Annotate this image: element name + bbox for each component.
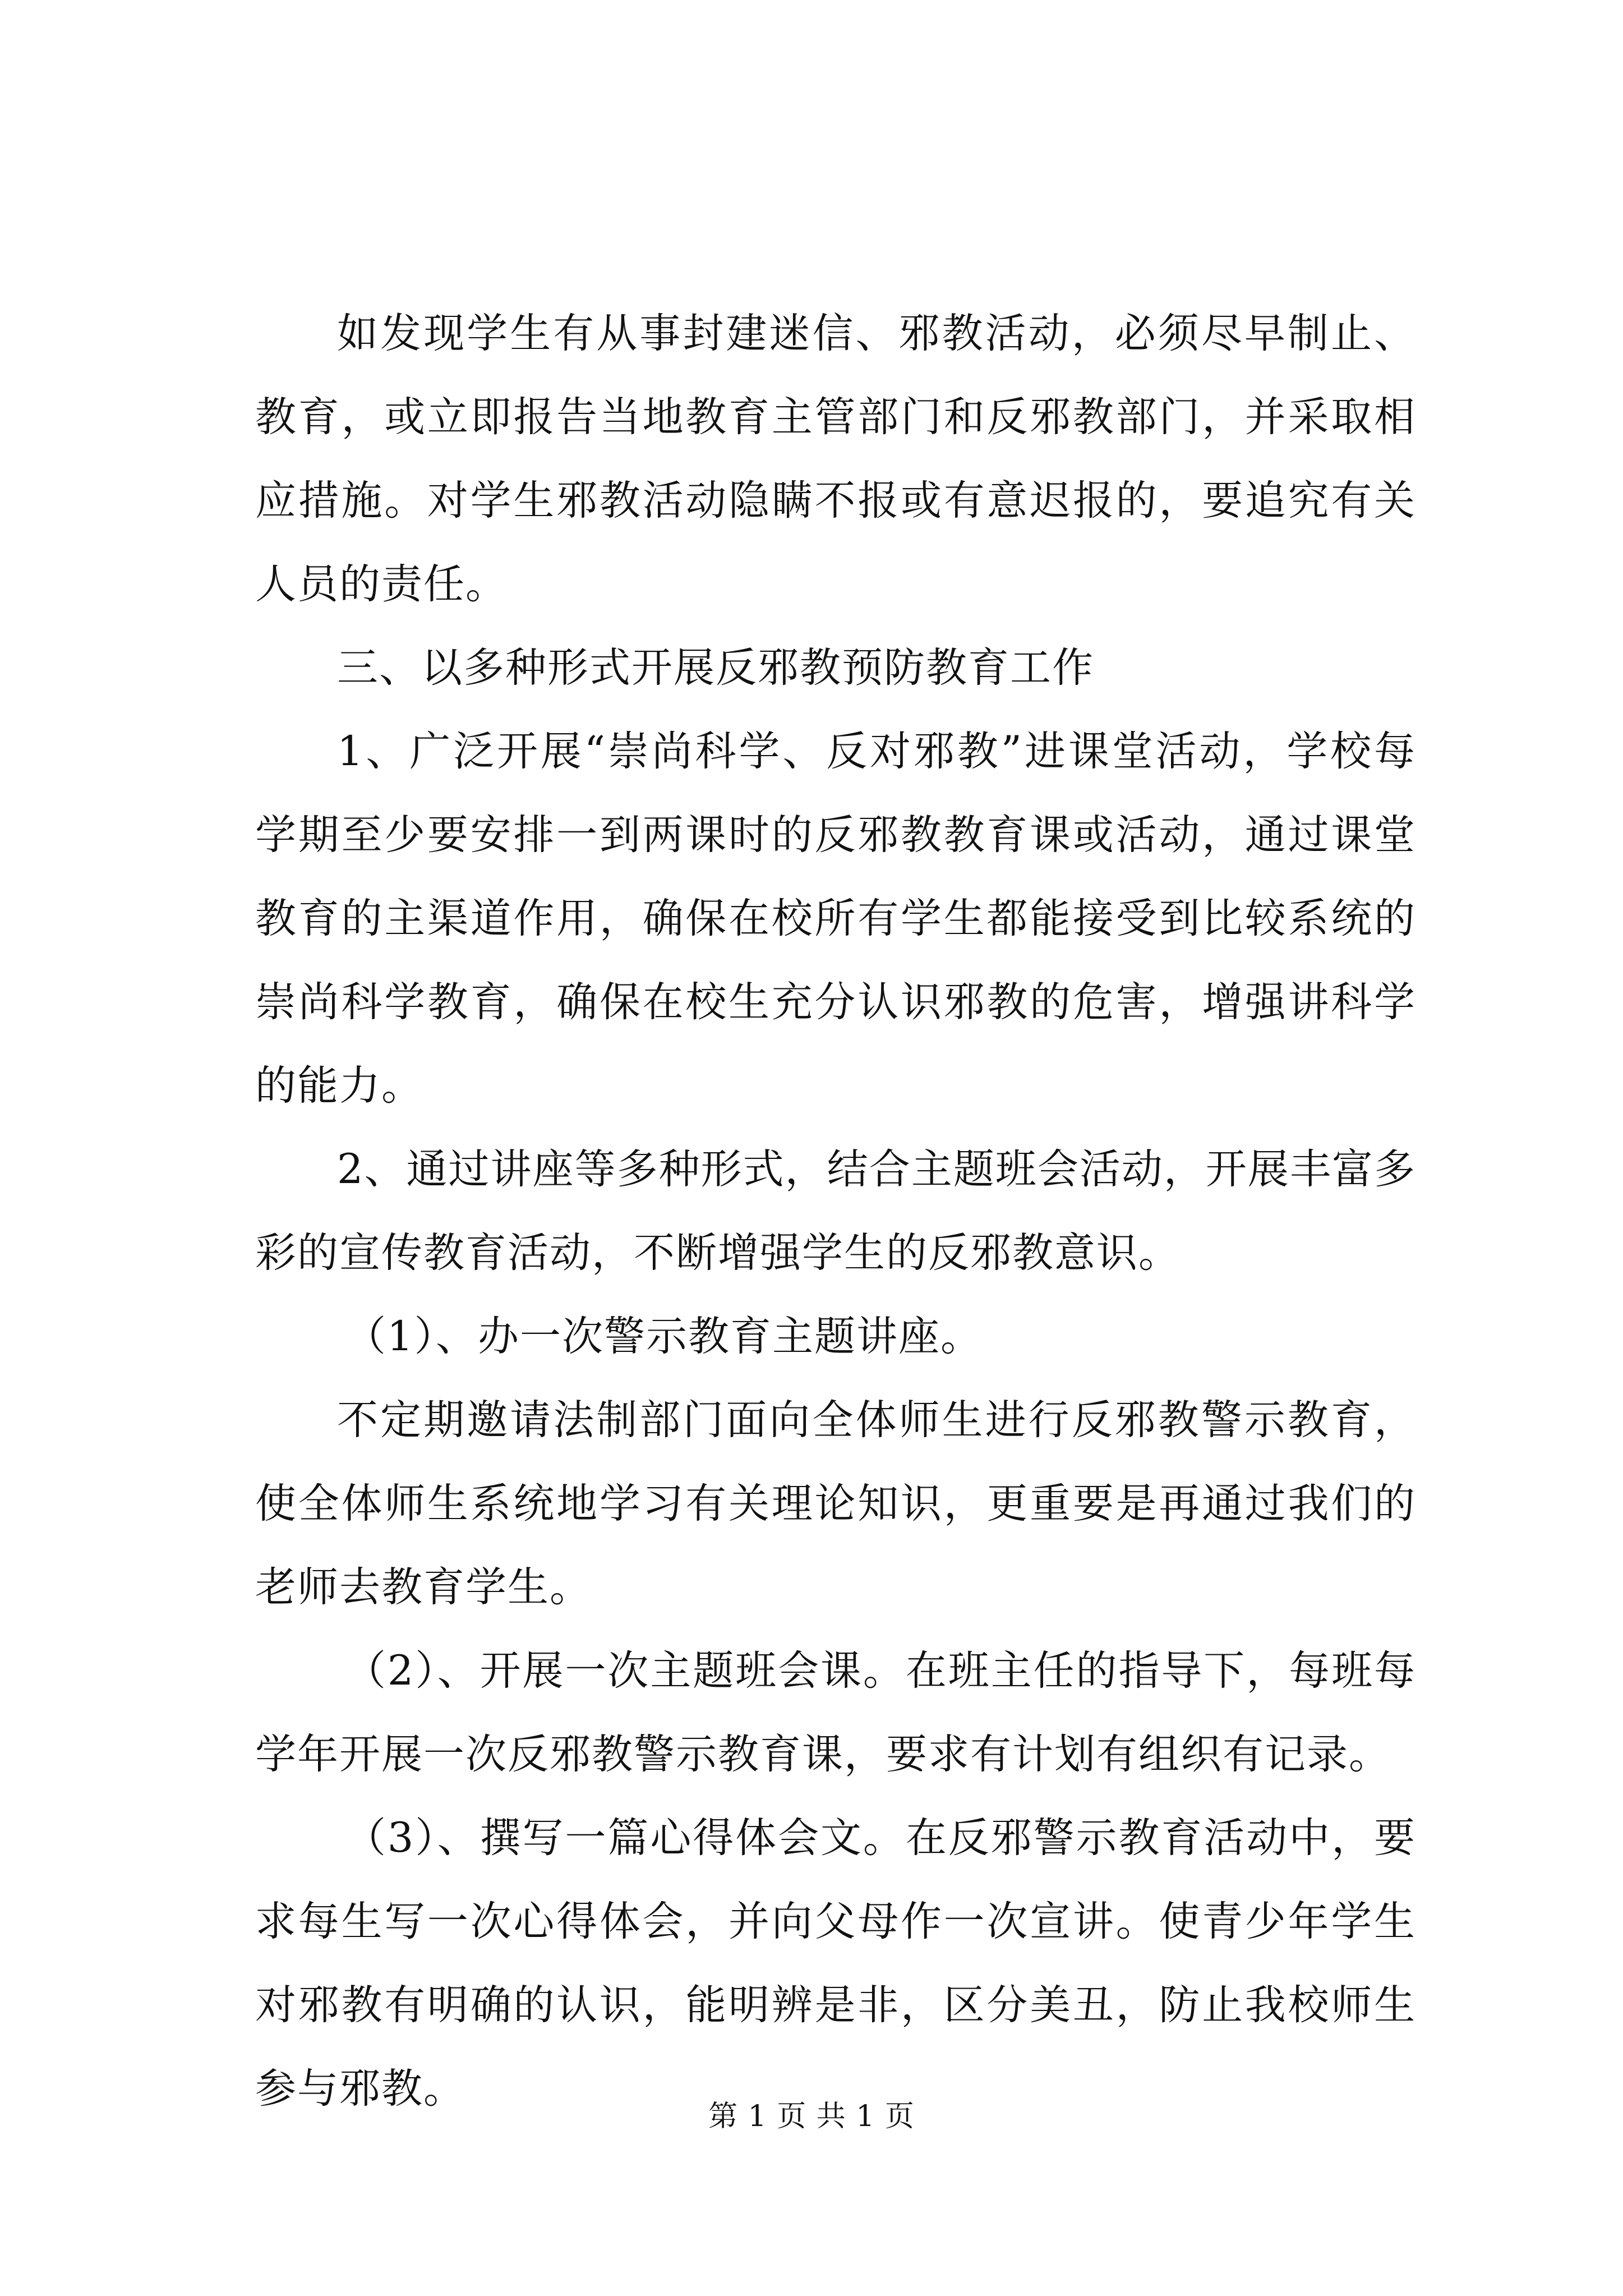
- paragraph-item-1: 1、广泛开展“崇尚科学、反对邪教”进课堂活动，学校每学期至少要安排一到两课时的反邪教教育课或活动，通过课堂教育的主渠道作用，确保在校所有学生都能接受到比较系统的崇尚科学教育，确保在校生充分认识邪教的危害，增强讲科学的能力。: [255, 728, 1416, 1110]
- section-heading-3: 三、以多种形式开展反邪教预防教育工作: [337, 644, 1094, 692]
- document-body: [255, 292, 1416, 2131]
- paragraph-subitem-1-detail: 不定期邀请法制部门面向全体师生进行反邪教警示教育，使全体师生系统地学习有关理论知识，更重要是再通过我们的老师去教育学生。: [255, 1396, 1416, 1611]
- paragraph-subitem-3: （3）、撰写一篇心得体会文。在反邪警示教育活动中，要求每生写一次心得体会，并向父母作一次宣讲。使青少年学生对邪教有明确的认识，能明辨是非，区分美丑，防止我校师生参与邪教。: [255, 1814, 1416, 2113]
- paragraph-item-2: 2、通过讲座等多种形式，结合主题班会活动，开展丰富多彩的宣传教育活动，不断增强学生的反邪教意识。: [255, 1145, 1416, 1277]
- paragraph-subitem-2: （2）、开展一次主题班会课。在班主任的指导下，每班每学年开展一次反邪教警示教育课，要求有计划有组织有记录。: [255, 1647, 1416, 1778]
- paragraph-subitem-1: （1）、办一次警示教育主题讲座。: [345, 1313, 983, 1360]
- page-footer: 第 1 页 共 1 页: [708, 2100, 915, 2133]
- paragraph-report-obligation: 如发现学生有从事封建迷信、邪教活动，必须尽早制止、教育，或立即报告当地教育主管部门和反邪教部门，并采取相应措施。对学生邪教活动隐瞒不报或有意迟报的，要追究有关人员的责任。: [255, 310, 1416, 608]
